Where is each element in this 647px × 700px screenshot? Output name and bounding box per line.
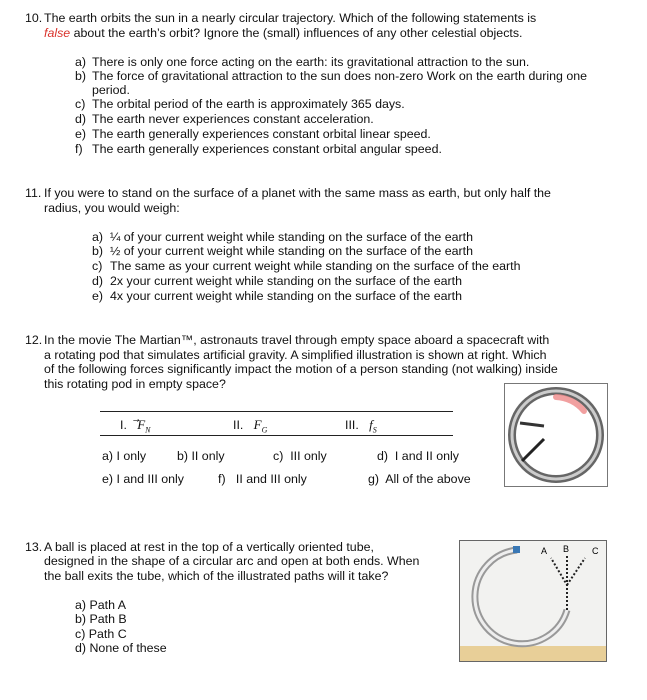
- q11-option-a: ¼ of your current weight while standing on the surface of the earth: [110, 230, 473, 244]
- force-symbol: [369, 417, 377, 435]
- option-letter: g): [368, 472, 380, 486]
- option-letter: f): [218, 472, 226, 486]
- symbol: F: [137, 417, 146, 432]
- q10-option-letter: b): [75, 69, 87, 83]
- option-text: I and III only: [116, 472, 184, 486]
- q11-option-letter: e): [92, 289, 104, 303]
- q11-option-d: 2x your current weight while standing on the surface of the earth: [110, 274, 462, 288]
- option-letter: b): [75, 612, 87, 626]
- symbol: F: [253, 417, 262, 432]
- subscript: G: [261, 425, 268, 435]
- option-text: Path C: [88, 627, 127, 641]
- q10-option-letter: f): [75, 142, 83, 156]
- q10-option-letter: c): [75, 97, 86, 111]
- q12-option-b: [177, 449, 225, 463]
- q11-text-2: radius, you would weigh:: [44, 201, 180, 215]
- tube-path-illustration: [459, 540, 607, 662]
- q10-text-2: [44, 26, 522, 40]
- option-letter: c): [75, 627, 86, 641]
- option-text: All of the above: [385, 472, 471, 486]
- q12-text-3: of the following forces significantly impact the motion of a person standing (not walking) inside: [44, 362, 558, 376]
- q11-option-e: 4x your current weight while standing on the surface of the earth: [110, 289, 462, 303]
- q13-option-a: [75, 598, 126, 612]
- rotating-pod-illustration: [504, 383, 608, 487]
- force-item-1: [120, 418, 151, 438]
- option-letter: e): [102, 472, 114, 486]
- q12-text-4: this rotating pod in empty space?: [44, 377, 226, 391]
- q13-text-2: designed in the shape of a circular arc and open at both ends. When: [44, 554, 420, 568]
- option-text: III only: [290, 449, 327, 463]
- force-item-2: [233, 418, 267, 438]
- option-text: None of these: [89, 641, 167, 655]
- q13-text-3: the ball exits the tube, which of the illustrated paths will it take?: [44, 569, 389, 583]
- option-text: I and II only: [394, 449, 459, 463]
- option-letter: b): [177, 449, 189, 463]
- q10-option-d: The earth never experiences constant acceleration.: [92, 112, 374, 126]
- option-letter: a): [102, 449, 114, 463]
- roman-numeral: I.: [120, 418, 127, 432]
- false-emphasis: false: [44, 26, 71, 40]
- q13-option-c: [75, 627, 127, 641]
- path-label-a: A: [541, 546, 548, 556]
- q12-option-g: [368, 472, 471, 486]
- path-label-c: C: [592, 546, 599, 556]
- option-letter: c): [273, 449, 284, 463]
- q13-text-1: A ball is placed at rest in the top of a vertically oriented tube,: [44, 540, 374, 554]
- q13-option-d: [75, 641, 167, 655]
- q12-option-e: [102, 472, 184, 486]
- force-symbol: [253, 417, 268, 435]
- q11-option-b: ½ of your current weight while standing on the surface of the earth: [110, 244, 473, 258]
- q10-option-letter: d): [75, 112, 87, 126]
- subscript: N: [145, 425, 151, 435]
- q12-option-a: [102, 449, 146, 463]
- option-text: Path A: [89, 598, 126, 612]
- q11-option-letter: b): [92, 244, 104, 258]
- q10-option-letter: a): [75, 55, 87, 69]
- q10-option-letter: e): [75, 127, 87, 141]
- q12-option-c: [273, 449, 327, 463]
- option-text: II and III only: [235, 472, 307, 486]
- option-text: I only: [116, 449, 147, 463]
- q12-text-1: In the movie The Martian™, astronauts travel through empty space aboard a spacecraft with: [44, 333, 550, 347]
- q10-option-b-cont: period.: [92, 83, 130, 97]
- force-symbol: [137, 417, 151, 435]
- path-label-b: B: [563, 544, 570, 554]
- table-top-rule: [100, 411, 453, 412]
- option-letter: a): [75, 598, 87, 612]
- q12-number: 12.: [25, 333, 43, 347]
- roman-numeral: III.: [345, 418, 359, 432]
- q12-text-2: a rotating pod that simulates artificial gravity. A simplified illustration is shown at right. Which: [44, 348, 547, 362]
- q10-text-2-rest: about the earth’s orbit? Ignore the (small) influences of any other celestial objects.: [70, 26, 523, 40]
- q13-option-b: [75, 612, 127, 626]
- force-item-3: [345, 418, 377, 438]
- q11-option-letter: d): [92, 274, 104, 288]
- table-bottom-rule: [100, 435, 453, 436]
- option-letter: d): [75, 641, 87, 655]
- q10-option-b: The force of gravitational attraction to the sun does non-zero Work on the earth during one: [92, 69, 588, 83]
- q13-number: 13.: [25, 540, 43, 554]
- q10-number: 10.: [25, 11, 43, 25]
- q12-option-d: [377, 449, 459, 463]
- q10-option-a: There is only one force acting on the earth: its gravitational attraction to the sun.: [92, 55, 530, 69]
- q12-option-f: [218, 472, 307, 486]
- q10-option-e: The earth generally experiences constant orbital linear speed.: [92, 127, 431, 141]
- option-text: II only: [191, 449, 225, 463]
- q10-option-f: The earth generally experiences constant orbital angular speed.: [92, 142, 442, 156]
- subscript: S: [372, 425, 377, 435]
- q10-option-c: The orbital period of the earth is approximately 365 days.: [92, 97, 405, 111]
- q11-option-letter: c): [92, 259, 103, 273]
- option-letter: d): [377, 449, 389, 463]
- q10-text-1: The earth orbits the sun in a nearly circular trajectory. Which of the following statements is: [44, 11, 537, 25]
- option-text: Path B: [89, 612, 127, 626]
- q11-number: 11.: [25, 186, 42, 200]
- symbol: f: [369, 417, 373, 432]
- q11-option-c: The same as your current weight while standing on the surface of the earth: [110, 259, 521, 273]
- roman-numeral: II.: [233, 418, 244, 432]
- q11-text-1: If you were to stand on the surface of a planet with the same mass as earth, but only half the: [44, 186, 551, 200]
- q11-option-letter: a): [92, 230, 104, 244]
